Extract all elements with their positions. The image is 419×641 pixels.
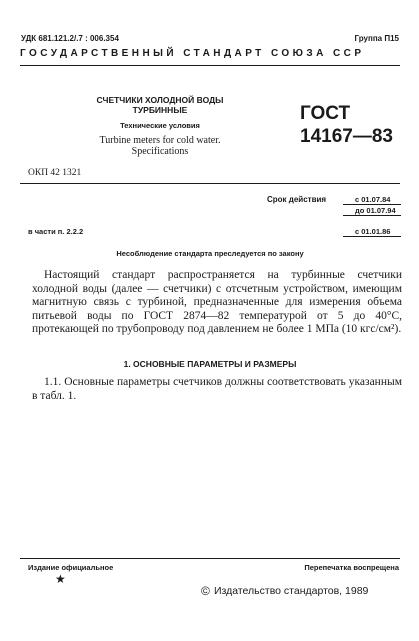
validity-part-from: с 01.01.86 [355, 227, 391, 236]
validity-part-underline [343, 236, 401, 237]
validity-from-underline [343, 204, 401, 205]
okp-divider [20, 183, 400, 184]
validity-label: Срок действия [267, 195, 327, 204]
top-divider [20, 65, 400, 66]
gost-label: ГОСТ [300, 103, 351, 124]
reprint-notice: Перепечатка воспрещена [304, 563, 399, 572]
title-ru-line2: ТУРБИННЫЕ [132, 105, 188, 115]
law-notice: Несоблюдение стандарта преследуется по закону [116, 249, 304, 258]
validity-to-underline [343, 215, 401, 216]
tech-conditions: Технические условия [120, 121, 200, 130]
title-block [60, 95, 260, 157]
title-en [60, 135, 260, 157]
paragraph-1-1: 1.1. Основные параметры счетчиков должны соответствовать указанным в табл. 1. [32, 376, 402, 402]
okp-code: ОКП 42 1321 [28, 168, 82, 178]
validity-to: до 01.07.94 [355, 206, 396, 215]
validity-part-label: в части п. 2.2.2 [28, 227, 84, 236]
section-1-heading: 1. ОСНОВНЫЕ ПАРАМЕТРЫ И РАЗМЕРЫ [123, 359, 297, 369]
copyright-text: Издательство стандартов, 1989 [214, 585, 369, 597]
title-en-line1: Turbine meters for cold water. [99, 135, 221, 146]
title-en-line2: Specifications [131, 146, 189, 157]
intro-paragraph: Настоящий стандарт распространяется на турбинные счетчики холодной воды (далее — счетчики) с отсчетным устройством, имеющим магнитную связь с турбиной, предназначенные для измерения объема питьевой воды по ГОСТ 2874—82 температурой от 5 до 40°С, протекающей по трубопроводу под давлением не более 1 МПа (10 кгс/см²). [32, 269, 402, 335]
footer-divider [20, 558, 400, 559]
star-icon: ★ [55, 572, 66, 586]
edition-label: Издание официальное [28, 563, 114, 572]
title-ru-line1: СЧЕТЧИКИ ХОЛОДНОЙ ВОДЫ [96, 95, 224, 105]
gost-number: 14167—83 [300, 126, 393, 147]
copyright-icon: © [201, 584, 210, 598]
udk-code: УДК 681.121.2/.7 : 006.354 [21, 34, 119, 43]
validity-from: с 01.07.84 [355, 195, 391, 204]
org-title: ГОСУДАРСТВЕННЫЙ СТАНДАРТ СОЮЗА ССР [20, 48, 365, 59]
group-code: Группа П15 [354, 34, 399, 43]
title-ru [60, 95, 260, 115]
